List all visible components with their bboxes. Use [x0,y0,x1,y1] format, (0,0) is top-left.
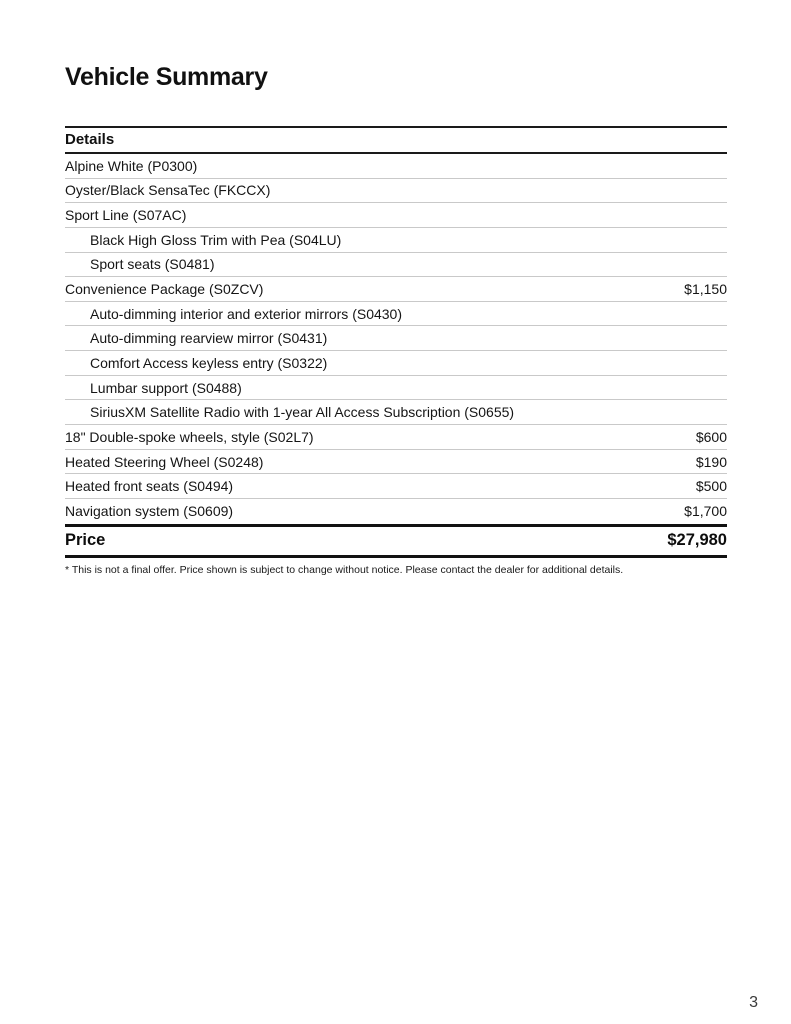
option-label: Sport seats (S0481) [90,256,215,273]
price-total-label: Price [65,530,106,549]
details-section-header: Details [65,126,727,154]
option-label: SiriusXM Satellite Radio with 1-year All Access Subscription (S0655) [90,404,515,421]
table-row [65,154,727,179]
option-label: Oyster/Black SensaTec (FKCCX) [65,182,271,199]
table-row [65,228,727,253]
option-label: 18" Double-spoke wheels, style (S02L7) [65,428,314,445]
table-row [65,253,727,278]
option-price: $600 [695,428,727,445]
disclaimer-footnote: * This is not a final offer. Price shown is subject to change without notice. Please contact the dealer for additional details. [65,563,624,576]
table-row [65,351,727,376]
table-row [65,400,727,425]
table-row [65,179,727,204]
option-label: Heated Steering Wheel (S0248) [65,453,264,470]
table-row [65,474,727,499]
page-number: 3 [749,994,758,1011]
table-row [65,499,727,524]
option-label: Black High Gloss Trim with Pea (S04LU) [90,231,342,248]
page-content [65,62,727,576]
option-price: $1,150 [684,281,727,298]
option-label: Comfort Access keyless entry (S0322) [90,354,328,371]
page-title: Vehicle Summary [65,63,268,91]
option-label: Navigation system (S0609) [65,503,234,520]
option-price: $190 [695,453,727,470]
option-label: Alpine White (P0300) [65,157,198,174]
option-label: Auto-dimming rearview mirror (S0431) [90,330,328,347]
option-price: $1,700 [684,503,727,520]
table-row [65,302,727,327]
option-label: Lumbar support (S0488) [90,379,242,396]
table-row [65,425,727,450]
table-row [65,450,727,475]
price-total-value: $27,980 [667,530,727,549]
option-label: Auto-dimming interior and exterior mirrors (S0430) [90,305,402,322]
option-label: Sport Line (S07AC) [65,207,187,224]
option-label: Heated front seats (S0494) [65,478,234,495]
option-label: Convenience Package (S0ZCV) [65,281,264,298]
details-rows [65,154,727,524]
table-row [65,326,727,351]
table-row [65,203,727,228]
table-row [65,277,727,302]
option-price: $500 [695,478,727,495]
price-total-row [65,524,727,558]
table-row [65,376,727,401]
